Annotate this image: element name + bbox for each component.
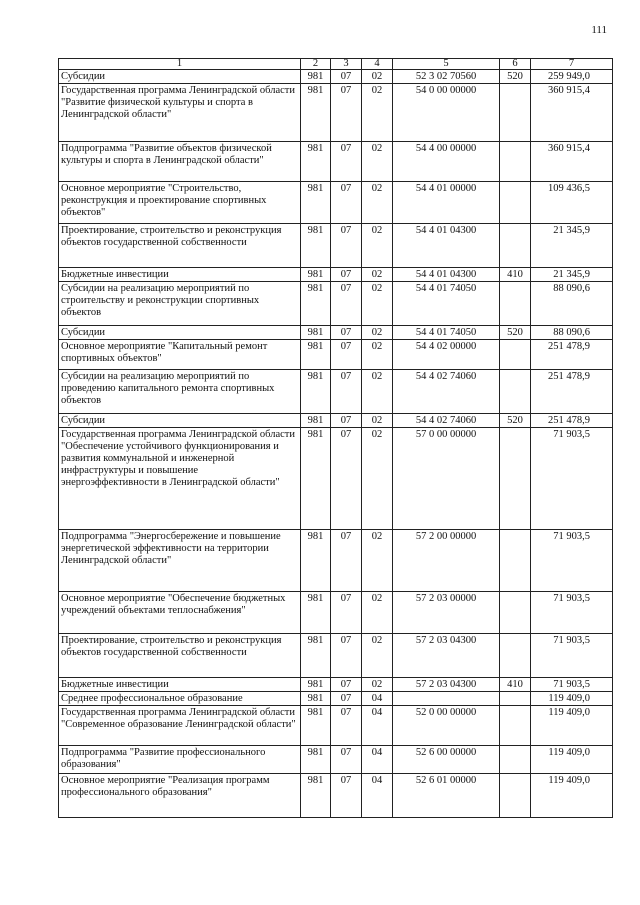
table-cell-code: 52 6 01 00000 [393,774,500,818]
table-cell-code [500,530,531,592]
column-header: 7 [531,59,613,70]
table-cell-code: 981 [301,370,331,414]
table-cell-code: 07 [331,428,362,530]
table-row [59,592,613,634]
table-cell-amount: 88 090,6 [531,282,613,326]
table-row [59,746,613,774]
table-cell-code: 520 [500,414,531,428]
table-row [59,634,613,678]
table-cell-amount: 119 409,0 [531,692,613,706]
table-row [59,530,613,592]
table-cell-code: 54 4 01 74050 [393,282,500,326]
table-cell-code: 981 [301,692,331,706]
table-cell-code [500,370,531,414]
table-cell-amount: 88 090,6 [531,326,613,340]
table-cell-amount: 109 436,5 [531,182,613,224]
table-cell-name: Субсидии [59,414,301,428]
table-cell-code: 57 0 00 00000 [393,428,500,530]
table-cell-code: 07 [331,746,362,774]
table-cell-code: 981 [301,746,331,774]
table-cell-code: 02 [362,224,393,268]
table-cell-code: 981 [301,326,331,340]
table-row [59,370,613,414]
table-cell-code: 07 [331,182,362,224]
table-cell-code: 57 2 03 04300 [393,634,500,678]
table-cell-code: 02 [362,428,393,530]
table-cell-name: Субсидии [59,326,301,340]
table-cell-name: Государственная программа Ленинградской области "Развитие физической культуры и спорта в Ленинградской области" [59,84,301,142]
table-row [59,340,613,370]
table-cell-code: 02 [362,592,393,634]
table-cell-code: 57 2 03 04300 [393,678,500,692]
table-cell-code: 54 4 01 00000 [393,182,500,224]
table-row [59,84,613,142]
column-header: 3 [331,59,362,70]
table-cell-code: 07 [331,634,362,678]
table-cell-code: 54 4 01 74050 [393,326,500,340]
table-cell-name: Основное мероприятие "Обеспечение бюджетных учреждений объектами теплоснабжения" [59,592,301,634]
table-cell-code: 981 [301,530,331,592]
table-cell-code: 02 [362,282,393,326]
table-cell-code: 07 [331,370,362,414]
table-cell-name: Основное мероприятие "Строительство, реконструкция и проектирование спортивных объектов" [59,182,301,224]
table-cell-code: 02 [362,530,393,592]
table-cell-amount: 71 903,5 [531,592,613,634]
table-cell-amount: 251 478,9 [531,370,613,414]
table-cell-code [500,634,531,678]
table-cell-code: 981 [301,706,331,746]
table-cell-amount: 71 903,5 [531,530,613,592]
table-cell-code [500,142,531,182]
table-cell-code: 07 [331,224,362,268]
table-row [59,692,613,706]
table-cell-code: 981 [301,774,331,818]
table-cell-amount: 71 903,5 [531,678,613,692]
table-cell-name: Основное мероприятие "Реализация программ профессионального образования" [59,774,301,818]
table-row [59,182,613,224]
table-row [59,224,613,268]
table-row [59,142,613,182]
table-cell-code: 02 [362,268,393,282]
table-cell-code [500,224,531,268]
table-cell-code: 54 4 02 74060 [393,370,500,414]
table-cell-code: 07 [331,70,362,84]
table-row [59,428,613,530]
table-cell-code: 57 2 03 00000 [393,592,500,634]
table-cell-code: 54 4 02 74060 [393,414,500,428]
table-cell-name: Субсидии на реализацию мероприятий по строительству и реконструкции спортивных объектов [59,282,301,326]
table-cell-code [500,340,531,370]
table-cell-amount: 21 345,9 [531,268,613,282]
table-cell-code: 07 [331,592,362,634]
table-cell-code: 07 [331,142,362,182]
table-cell-amount: 119 409,0 [531,706,613,746]
table-cell-amount: 259 949,0 [531,70,613,84]
table-cell-amount: 119 409,0 [531,774,613,818]
table-cell-code: 981 [301,414,331,428]
table-cell-code: 07 [331,678,362,692]
table-cell-code: 07 [331,282,362,326]
column-header: 4 [362,59,393,70]
table-cell-amount: 21 345,9 [531,224,613,268]
table-cell-name: Среднее профессиональное образование [59,692,301,706]
table-cell-name: Основное мероприятие "Капитальный ремонт спортивных объектов" [59,340,301,370]
table-cell-code: 52 0 00 00000 [393,706,500,746]
table-cell-code: 04 [362,692,393,706]
table-cell-code: 410 [500,268,531,282]
table-cell-code: 57 2 00 00000 [393,530,500,592]
table-row [59,706,613,746]
table-cell-code [500,746,531,774]
table-cell-name: Государственная программа Ленинградской области "Обеспечение устойчивого функционирования и развития коммунальной и инженерной инфраструктуры и повышение энергоэффективности в Ленинградской области" [59,428,301,530]
page-number: 111 [591,24,607,36]
table-cell-name: Подпрограмма "Развитие профессионального образования" [59,746,301,774]
table-cell-amount: 119 409,0 [531,746,613,774]
table-cell-code: 981 [301,70,331,84]
table-cell-name: Субсидии на реализацию мероприятий по проведению капитального ремонта спортивных объектов [59,370,301,414]
table-cell-code: 02 [362,678,393,692]
table-cell-code: 07 [331,326,362,340]
table-cell-code: 04 [362,706,393,746]
table-cell-code: 04 [362,774,393,818]
table-cell-code: 07 [331,774,362,818]
table-row [59,774,613,818]
table-cell-code [500,182,531,224]
table-cell-code: 07 [331,692,362,706]
table-cell-name: Подпрограмма "Развитие объектов физической культуры и спорта в Ленинградской области" [59,142,301,182]
table-cell-code: 981 [301,592,331,634]
table-cell-code [500,774,531,818]
budget-table [58,58,613,818]
table-row [59,414,613,428]
table-cell-code: 02 [362,340,393,370]
table-cell-name: Государственная программа Ленинградской области "Современное образование Ленинградской области" [59,706,301,746]
table-cell-code: 981 [301,142,331,182]
table-cell-code: 02 [362,634,393,678]
table-cell-code [500,282,531,326]
table-cell-code: 54 4 00 00000 [393,142,500,182]
table-cell-code: 02 [362,84,393,142]
table-row [59,326,613,340]
table-row [59,282,613,326]
table-cell-code: 07 [331,340,362,370]
table-cell-code: 04 [362,746,393,774]
table-cell-code [500,84,531,142]
table-cell-code: 52 3 02 70560 [393,70,500,84]
table-cell-name: Проектирование, строительство и реконструкция объектов государственной собственности [59,634,301,678]
table-cell-code: 520 [500,326,531,340]
table-cell-code: 02 [362,70,393,84]
column-header: 2 [301,59,331,70]
column-header: 1 [59,59,301,70]
table-cell-amount: 71 903,5 [531,634,613,678]
table-cell-code: 02 [362,326,393,340]
table-cell-code: 981 [301,428,331,530]
column-header: 6 [500,59,531,70]
table-cell-code: 54 4 01 04300 [393,268,500,282]
table-cell-code: 02 [362,414,393,428]
table-cell-code: 981 [301,224,331,268]
table-row [59,268,613,282]
table-cell-code: 981 [301,182,331,224]
table-cell-code: 981 [301,84,331,142]
table-cell-name: Проектирование, строительство и реконструкция объектов государственной собственности [59,224,301,268]
table-cell-name: Субсидии [59,70,301,84]
table-row [59,70,613,84]
table-cell-code [500,592,531,634]
table-cell-name: Бюджетные инвестиции [59,268,301,282]
table-cell-code: 02 [362,182,393,224]
table-cell-amount: 360 915,4 [531,84,613,142]
table-cell-code: 520 [500,70,531,84]
table-cell-code [500,692,531,706]
table-cell-code: 07 [331,268,362,282]
table-cell-name: Бюджетные инвестиции [59,678,301,692]
table-cell-code: 981 [301,678,331,692]
table-cell-code: 52 6 00 00000 [393,746,500,774]
table-cell-code [500,706,531,746]
table-cell-code: 981 [301,340,331,370]
table-header-row [59,59,613,70]
table-cell-amount: 71 903,5 [531,428,613,530]
column-header: 5 [393,59,500,70]
table-cell-code: 02 [362,370,393,414]
table-cell-amount: 251 478,9 [531,414,613,428]
table-cell-code: 981 [301,634,331,678]
table-row [59,678,613,692]
table-cell-amount: 360 915,4 [531,142,613,182]
table-cell-name: Подпрограмма "Энергосбережение и повышение энергетической эффективности на территории Ленинградской области" [59,530,301,592]
table-cell-code: 54 0 00 00000 [393,84,500,142]
table-cell-code: 981 [301,268,331,282]
table-cell-code: 02 [362,142,393,182]
table-cell-code: 07 [331,530,362,592]
table-cell-code: 07 [331,706,362,746]
table-cell-code: 410 [500,678,531,692]
table-cell-code [393,692,500,706]
table-cell-code: 07 [331,414,362,428]
table-cell-code [500,428,531,530]
table-cell-amount: 251 478,9 [531,340,613,370]
table-cell-code: 07 [331,84,362,142]
table-cell-code: 981 [301,282,331,326]
table-cell-code: 54 4 02 00000 [393,340,500,370]
table-cell-code: 54 4 01 04300 [393,224,500,268]
